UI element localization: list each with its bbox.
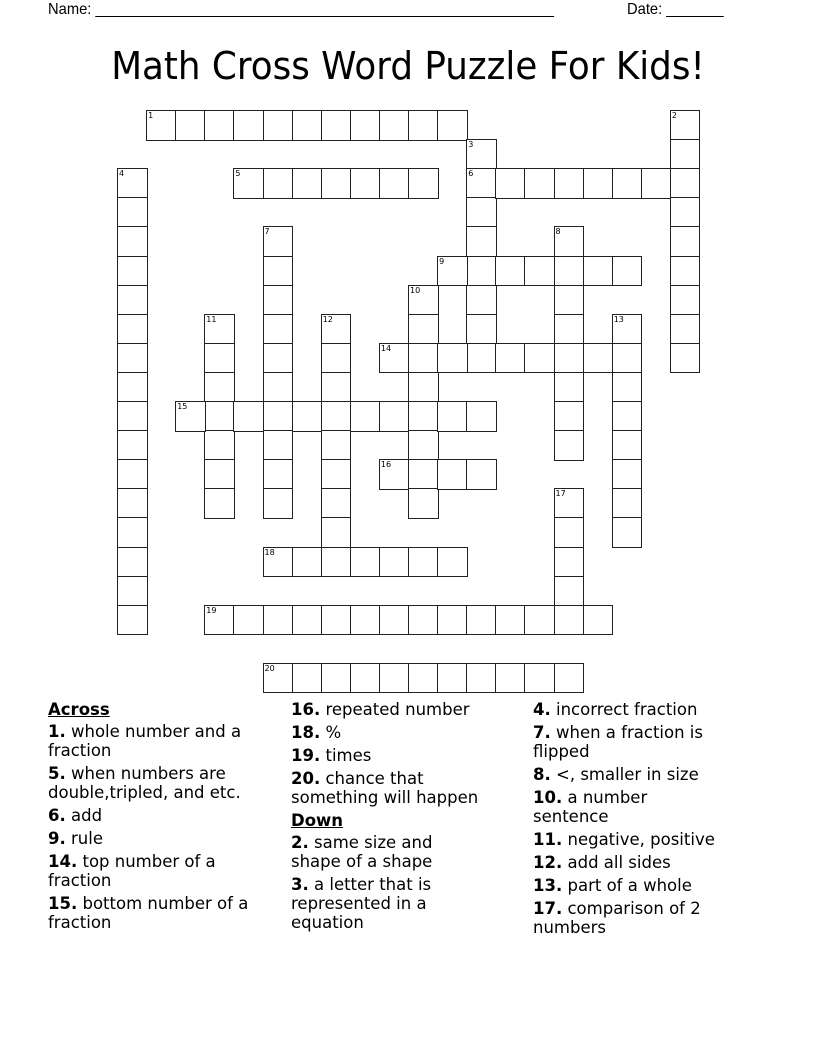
grid-cell[interactable]	[204, 314, 235, 345]
clue-text: part of a whole	[567, 876, 692, 895]
clue-down-8	[533, 765, 773, 784]
cell-number: 17	[555, 489, 566, 499]
grid-cell[interactable]	[641, 168, 672, 199]
clue-text: a letter that is represented in a equation	[291, 875, 432, 932]
grid-cell[interactable]	[379, 343, 410, 374]
clue-text: top number of a fraction	[48, 852, 216, 890]
grid-cell[interactable]	[379, 110, 410, 141]
clue-across-6	[48, 806, 288, 825]
grid-cell[interactable]	[524, 168, 555, 199]
grid-cell[interactable]	[437, 343, 468, 374]
grid-cell[interactable]	[495, 663, 526, 694]
grid-cell[interactable]	[350, 168, 381, 199]
grid-cell[interactable]	[233, 401, 264, 432]
grid-cell[interactable]	[321, 517, 352, 548]
clue-text: <, smaller in size	[556, 765, 699, 784]
clue-down-17	[533, 899, 743, 937]
grid-cell[interactable]	[117, 256, 148, 287]
grid-cell[interactable]	[437, 605, 468, 636]
grid-cell[interactable]	[495, 343, 526, 374]
name-field-label: Name: ________________________________________________________	[48, 1, 554, 18]
grid-cell[interactable]	[408, 110, 439, 141]
grid-cell[interactable]	[466, 343, 497, 374]
cell-number: 15	[177, 402, 188, 411]
grid-cell[interactable]	[117, 459, 148, 490]
clue-across-19	[291, 746, 531, 765]
clue-down-2	[291, 833, 471, 871]
grid-cell[interactable]	[495, 605, 526, 636]
grid-cell[interactable]	[204, 488, 235, 519]
grid-cell[interactable]	[321, 459, 352, 490]
grid-cell[interactable]	[321, 547, 352, 578]
grid-cell[interactable]	[350, 401, 381, 432]
clue-down-7	[533, 723, 738, 761]
clue-across-18	[291, 723, 531, 742]
grid-cell[interactable]	[554, 663, 585, 694]
grid-cell[interactable]	[263, 401, 294, 432]
clue-text: incorrect fraction	[556, 700, 698, 719]
grid-cell[interactable]	[204, 605, 235, 636]
grid-cell[interactable]	[204, 459, 235, 490]
grid-cell[interactable]	[117, 285, 148, 316]
grid-cell[interactable]	[292, 605, 323, 636]
grid-cell[interactable]	[263, 459, 294, 490]
clue-number: 2.	[291, 833, 309, 852]
grid-cell[interactable]	[117, 401, 148, 432]
grid-cell[interactable]	[263, 226, 294, 257]
grid-cell[interactable]	[408, 372, 439, 403]
clues-column-3	[533, 700, 773, 941]
grid-cell[interactable]	[379, 401, 410, 432]
grid-cell[interactable]	[204, 110, 235, 141]
grid-cell[interactable]	[408, 663, 439, 694]
grid-cell[interactable]	[554, 226, 585, 257]
date-field-label: Date: _______	[627, 1, 724, 18]
grid-cell[interactable]	[204, 401, 235, 432]
grid-cell[interactable]	[670, 285, 701, 316]
grid-cell[interactable]	[321, 110, 352, 141]
grid-cell[interactable]	[321, 488, 352, 519]
grid-cell[interactable]	[408, 314, 439, 345]
grid-cell[interactable]	[466, 605, 497, 636]
grid-cell[interactable]	[612, 459, 643, 490]
grid-cell[interactable]	[263, 547, 294, 578]
grid-cell[interactable]	[379, 547, 410, 578]
clue-down-4	[533, 700, 773, 719]
cell-number: 20	[264, 663, 275, 673]
grid-cell[interactable]	[321, 343, 352, 374]
grid-cell[interactable]	[321, 372, 352, 403]
grid-cell[interactable]	[612, 517, 643, 548]
clue-number: 5.	[48, 764, 66, 783]
grid-cell[interactable]	[321, 605, 352, 636]
grid-cell[interactable]	[670, 256, 701, 287]
grid-cell[interactable]	[408, 401, 439, 432]
grid-cell[interactable]	[437, 663, 468, 694]
cell-number: 1	[148, 111, 154, 120]
grid-cell[interactable]	[466, 226, 497, 257]
grid-cell[interactable]	[321, 401, 352, 432]
clue-number: 9.	[48, 829, 66, 848]
grid-cell[interactable]	[117, 372, 148, 403]
grid-cell[interactable]	[204, 372, 235, 403]
clue-text: negative, positive	[567, 830, 715, 849]
grid-cell[interactable]	[670, 168, 701, 199]
grid-cell[interactable]	[263, 488, 294, 519]
grid-cell[interactable]	[554, 430, 585, 461]
cell-number: 8	[555, 227, 561, 237]
grid-cell[interactable]	[379, 168, 410, 199]
clue-across-15	[48, 894, 273, 932]
grid-cell[interactable]	[466, 139, 497, 170]
clue-text: repeated number	[325, 700, 470, 719]
cell-number: 9	[439, 256, 445, 266]
clue-number: 11.	[533, 830, 563, 849]
cell-number: 14	[380, 343, 392, 353]
clue-text: when numbers are double,tripled, and etc.	[48, 764, 241, 802]
grid-cell[interactable]	[554, 285, 585, 316]
grid-cell[interactable]	[408, 605, 439, 636]
clue-number: 6.	[48, 806, 66, 825]
grid-cell[interactable]	[379, 459, 410, 490]
grid-cell[interactable]	[117, 430, 148, 461]
grid-cell[interactable]	[554, 547, 585, 578]
grid-cell[interactable]	[554, 343, 585, 374]
grid-cell[interactable]	[263, 285, 294, 316]
clue-text: a number sentence	[533, 788, 648, 826]
grid-cell[interactable]	[612, 401, 643, 432]
clues-column-2	[291, 700, 531, 936]
grid-cell[interactable]	[437, 547, 468, 578]
grid-cell[interactable]	[554, 605, 585, 636]
clue-number: 4.	[533, 700, 551, 719]
grid-cell[interactable]	[524, 663, 555, 694]
clue-text: chance that something will happen	[291, 769, 479, 807]
clue-text: add	[71, 806, 103, 825]
clue-text: add all sides	[567, 853, 671, 872]
clue-across-5	[48, 764, 278, 802]
grid-cell[interactable]	[466, 663, 497, 694]
grid-cell[interactable]	[670, 139, 701, 170]
grid-cell[interactable]	[466, 314, 497, 345]
grid-cell[interactable]	[175, 110, 206, 141]
grid-cell[interactable]	[350, 110, 381, 141]
grid-cell[interactable]	[175, 401, 206, 432]
grid-cell[interactable]	[437, 110, 468, 141]
grid-cell[interactable]	[263, 314, 294, 345]
grid-cell[interactable]	[292, 110, 323, 141]
clue-text: rule	[71, 829, 103, 848]
cell-number: 7	[264, 227, 270, 237]
clue-number: 13.	[533, 876, 563, 895]
grid-cell[interactable]	[670, 314, 701, 345]
grid-cell[interactable]	[408, 547, 439, 578]
grid-cell[interactable]	[408, 459, 439, 490]
down-heading: Down	[291, 811, 344, 830]
grid-cell[interactable]	[350, 663, 381, 694]
clue-across-9	[48, 829, 288, 848]
grid-cell[interactable]	[554, 372, 585, 403]
clue-down-12	[533, 853, 773, 872]
grid-cell[interactable]	[583, 256, 614, 287]
grid-cell[interactable]	[263, 605, 294, 636]
grid-cell[interactable]	[554, 517, 585, 548]
clue-down-13	[533, 876, 773, 895]
cell-number: 3	[468, 140, 474, 150]
grid-cell[interactable]	[321, 314, 352, 345]
grid-cell[interactable]	[117, 197, 148, 228]
grid-cell[interactable]	[321, 168, 352, 199]
grid-cell[interactable]	[204, 430, 235, 461]
grid-cell[interactable]	[495, 168, 526, 199]
clue-number: 18.	[291, 723, 321, 742]
grid-cell[interactable]	[117, 547, 148, 578]
grid-cell[interactable]	[554, 576, 585, 607]
clue-text: %	[325, 723, 342, 742]
across-heading: Across	[48, 700, 110, 719]
grid-cell[interactable]	[524, 343, 555, 374]
grid-cell[interactable]	[612, 314, 643, 345]
grid-cell[interactable]	[583, 343, 614, 374]
grid-cell[interactable]	[117, 605, 148, 636]
grid-cell[interactable]	[204, 343, 235, 374]
grid-cell[interactable]	[117, 226, 148, 257]
grid-cell[interactable]	[117, 576, 148, 607]
cell-number: 11	[206, 314, 217, 324]
clues-column-1	[48, 700, 288, 936]
grid-cell[interactable]	[117, 517, 148, 548]
grid-cell[interactable]	[408, 430, 439, 461]
clue-text: same size and shape of a shape	[291, 833, 433, 871]
grid-cell[interactable]	[233, 110, 264, 141]
grid-cell[interactable]	[612, 488, 643, 519]
grid-cell[interactable]	[670, 197, 701, 228]
grid-cell[interactable]	[117, 343, 148, 374]
clue-number: 17.	[533, 899, 563, 918]
grid-cell[interactable]	[233, 168, 264, 199]
grid-cell[interactable]	[670, 226, 701, 257]
clue-across-14	[48, 852, 258, 890]
clue-across-16	[291, 700, 531, 719]
clue-down-3	[291, 875, 466, 932]
cell-number: 18	[264, 547, 275, 557]
grid-cell[interactable]	[612, 372, 643, 403]
grid-cell[interactable]	[379, 663, 410, 694]
clue-down-11	[533, 830, 773, 849]
cell-number: 10	[410, 285, 421, 295]
grid-cell[interactable]	[437, 459, 468, 490]
grid-cell[interactable]	[263, 430, 294, 461]
grid-cell[interactable]	[292, 168, 323, 199]
clue-number: 3.	[291, 875, 309, 894]
grid-cell[interactable]	[495, 256, 526, 287]
grid-cell[interactable]	[554, 256, 585, 287]
cell-number: 16	[380, 460, 392, 470]
grid-cell[interactable]	[554, 488, 585, 519]
cell-number: 12	[322, 314, 333, 324]
grid-cell[interactable]	[670, 110, 701, 141]
grid-cell[interactable]	[350, 547, 381, 578]
cell-number: 4	[119, 169, 125, 179]
clue-text: times	[325, 746, 372, 765]
grid-cell[interactable]	[466, 459, 497, 490]
grid-cell[interactable]	[117, 168, 148, 199]
grid-cell[interactable]	[321, 663, 352, 694]
cell-number: 6	[468, 169, 474, 179]
grid-cell[interactable]	[379, 605, 410, 636]
clue-down-10	[533, 788, 683, 826]
grid-cell[interactable]	[554, 314, 585, 345]
grid-cell[interactable]	[612, 256, 643, 287]
cell-number: 19	[206, 605, 217, 615]
grid-cell[interactable]	[408, 168, 439, 199]
grid-cell[interactable]	[466, 256, 497, 287]
grid-cell[interactable]	[263, 372, 294, 403]
grid-cell[interactable]	[437, 256, 468, 287]
clue-text: whole number and a fraction	[48, 722, 242, 760]
clue-text: comparison of 2 numbers	[533, 899, 701, 937]
grid-cell[interactable]	[233, 605, 264, 636]
clue-number: 10.	[533, 788, 563, 807]
clue-number: 14.	[48, 852, 78, 871]
clue-text: bottom number of a fraction	[48, 894, 249, 932]
grid-cell[interactable]	[583, 168, 614, 199]
grid-cell[interactable]	[583, 605, 614, 636]
grid-cell[interactable]	[612, 430, 643, 461]
grid-cell[interactable]	[292, 547, 323, 578]
clue-number: 12.	[533, 853, 563, 872]
page-title: Math Cross Word Puzzle For Kids!	[111, 44, 705, 88]
grid-cell[interactable]	[408, 285, 439, 316]
grid-cell[interactable]	[466, 401, 497, 432]
clue-number: 20.	[291, 769, 321, 788]
clue-number: 8.	[533, 765, 551, 784]
grid-cell[interactable]	[263, 168, 294, 199]
grid-cell[interactable]	[437, 401, 468, 432]
grid-cell[interactable]	[670, 343, 701, 374]
grid-cell[interactable]	[466, 285, 497, 316]
grid-cell[interactable]	[292, 401, 323, 432]
grid-cell[interactable]	[117, 314, 148, 345]
grid-cell[interactable]	[321, 430, 352, 461]
grid-cell[interactable]	[117, 488, 148, 519]
grid-cell[interactable]	[466, 168, 497, 199]
grid-cell[interactable]	[612, 343, 643, 374]
grid-cell[interactable]	[263, 663, 294, 694]
clue-across-20	[291, 769, 511, 807]
clue-number: 1.	[48, 722, 66, 741]
grid-cell[interactable]	[554, 401, 585, 432]
grid-cell[interactable]	[263, 110, 294, 141]
clue-number: 7.	[533, 723, 551, 742]
clue-number: 16.	[291, 700, 321, 719]
grid-cell[interactable]	[408, 343, 439, 374]
grid-cell[interactable]	[524, 256, 555, 287]
grid-cell[interactable]	[146, 110, 177, 141]
grid-cell[interactable]	[350, 605, 381, 636]
cell-number: 13	[613, 314, 624, 324]
grid-cell[interactable]	[466, 197, 497, 228]
clue-across-1	[48, 722, 288, 760]
cell-number: 2	[671, 111, 677, 120]
grid-cell[interactable]	[292, 663, 323, 694]
grid-cell[interactable]	[524, 605, 555, 636]
grid-cell[interactable]	[554, 168, 585, 199]
clue-text: when a fraction is flipped	[533, 723, 703, 761]
grid-cell[interactable]	[263, 343, 294, 374]
clue-number: 15.	[48, 894, 78, 913]
cell-number: 5	[235, 169, 241, 179]
grid-cell[interactable]	[612, 168, 643, 199]
clue-number: 19.	[291, 746, 321, 765]
grid-cell[interactable]	[408, 488, 439, 519]
grid-cell[interactable]	[263, 256, 294, 287]
